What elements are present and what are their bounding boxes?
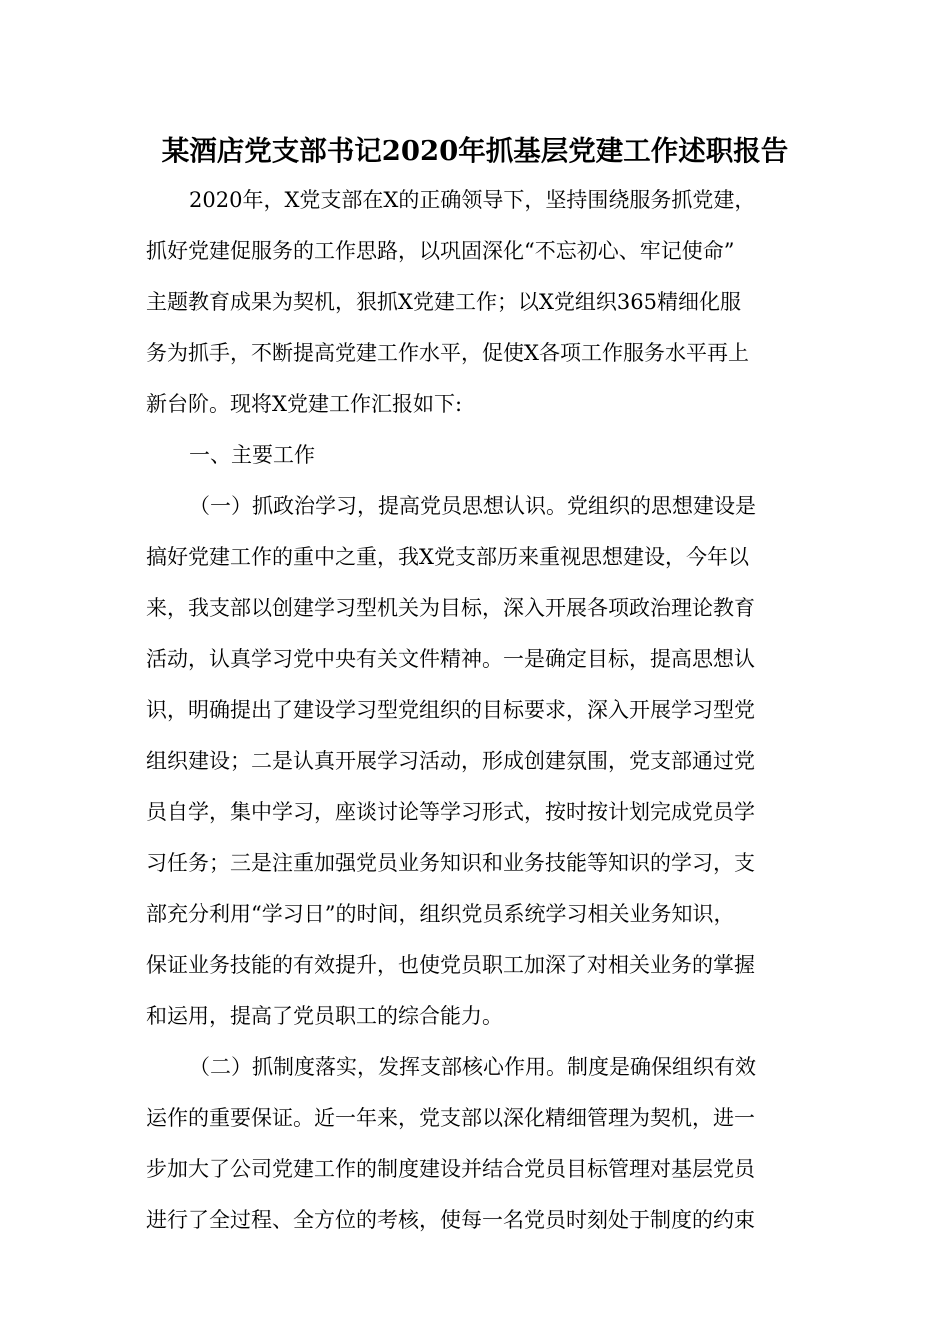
paragraph-line: 识，明确提出了建设学习型党组织的目标要求，深入开展学习型党	[146, 698, 755, 722]
paragraph-line: 务为抓手，不断提高党建工作水平，促使X各项工作服务水平再上	[146, 341, 749, 365]
paragraph-line: 保证业务技能的有效提升，也使党员职工加深了对相关业务的掌握	[146, 953, 755, 977]
paragraph-line: （二）抓制度落实，发挥支部核心作用。制度是确保组织有效	[189, 1055, 756, 1079]
paragraph-line: 和运用，提高了党员职工的综合能力。	[146, 1004, 503, 1028]
paragraph-line: （一）抓政治学习，提高党员思想认识。党组织的思想建设是	[189, 494, 756, 518]
paragraph-line: 员自学，集中学习，座谈讨论等学习形式，按时按计划完成党员学	[146, 800, 755, 824]
paragraph-line: 主题教育成果为契机，狠抓X党建工作；以X党组织365精细化服	[146, 290, 741, 314]
section-heading: 一、主要工作	[189, 443, 315, 467]
paragraph-line: 2020年，X党支部在X的正确领导下，坚持围绕服务抓党建，	[189, 188, 756, 212]
paragraph-line: 进行了全过程、全方位的考核，使每一名党员时刻处于制度的约束	[146, 1208, 755, 1232]
paragraph-line: 运作的重要保证。近一年来，党支部以深化精细管理为契机，进一	[146, 1106, 755, 1130]
paragraph-line: 组织建设；二是认真开展学习活动，形成创建氛围，党支部通过党	[146, 749, 755, 773]
paragraph-line: 部充分利用“学习日”的时间，组织党员系统学习相关业务知识，	[146, 902, 735, 926]
paragraph-line: 活动，认真学习党中央有关文件精神。一是确定目标，提高思想认	[146, 647, 755, 671]
document-title: 某酒店党支部书记2020年抓基层党建工作述职报告	[161, 135, 789, 167]
paragraph-line: 搞好党建工作的重中之重，我X党支部历来重视思想建设，今年以	[146, 545, 749, 569]
paragraph-line: 习任务；三是注重加强党员业务知识和业务技能等知识的学习，支	[146, 851, 755, 875]
paragraph-line: 来，我支部以创建学习型机关为目标，深入开展各项政治理论教育	[146, 596, 755, 620]
paragraph-line: 步加大了公司党建工作的制度建设并结合党员目标管理对基层党员	[146, 1157, 755, 1181]
paragraph-line: 新台阶。现将X党建工作汇报如下:	[146, 392, 463, 416]
paragraph-line: 抓好党建促服务的工作思路，以巩固深化“不忘初心、牢记使命”	[146, 239, 735, 263]
